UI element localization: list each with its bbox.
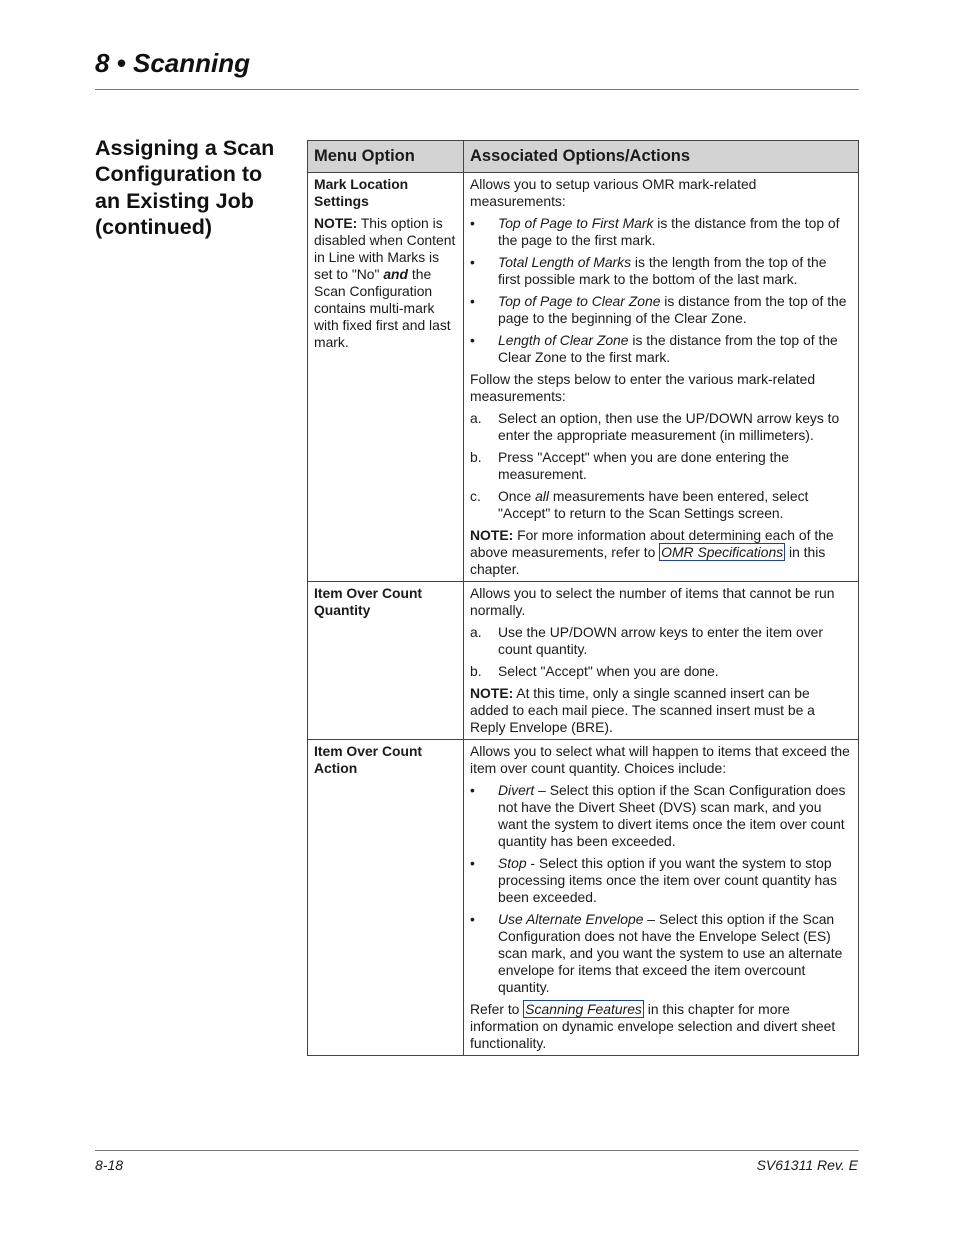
table-header-row <box>308 141 859 173</box>
note-text: in this chapter. <box>470 544 826 577</box>
bullet-term: Use Alternate Envelope <box>498 911 644 927</box>
note-text: This option is disabled when Content in Line with Marks is set to "No" <box>314 215 456 282</box>
bullet-icon: • <box>470 332 475 348</box>
bullet-text: - Select this option if you want the system to stop processing items once the item over count quantity has been exceeded. <box>498 855 837 905</box>
steps-intro: Follow the steps below to enter the various mark-related measurements: <box>470 371 816 404</box>
step-label: b. <box>470 449 482 465</box>
col-header-menu-option: Menu Option <box>308 141 464 173</box>
list-item <box>470 332 852 366</box>
table-row <box>308 173 859 582</box>
note-text: At this time, only a single scanned insert can be added to each mail piece. The scanned insert must be a Reply Envelope (BRE). <box>470 685 815 735</box>
step-label: b. <box>470 663 482 679</box>
bullet-term: Top of Page to First Mark <box>498 215 654 231</box>
actions-cell <box>464 740 859 1056</box>
bullet-icon: • <box>470 215 475 231</box>
list-item <box>470 293 852 327</box>
bullet-text: is the length from the top of the first possible mark to the bottom of the last mark. <box>498 254 827 287</box>
table-row <box>308 740 859 1056</box>
note-emphasis: and <box>383 266 409 282</box>
note-label: NOTE: <box>470 527 514 543</box>
note-text: For more information about determining each of the above measurements, refer to <box>470 527 834 560</box>
step-text: Select an option, then use the UP/DOWN arrow keys to enter the appropriate measurement (in millimeters). <box>498 410 840 443</box>
intro-text: Allows you to select the number of items that cannot be run normally. <box>470 585 835 618</box>
list-item <box>470 254 852 288</box>
option-name: Item Over Count Action <box>314 743 423 776</box>
list-item <box>470 782 852 850</box>
refer-suffix: in this chapter for more information on dynamic envelope selection and divert sheet functionality. <box>470 1001 836 1051</box>
option-name: Item Over Count Quantity <box>314 585 423 618</box>
bullet-icon: • <box>470 911 475 927</box>
bullet-text: is the distance from the top of the page to the first mark. <box>498 215 840 248</box>
step-item <box>470 663 852 680</box>
bullet-icon: • <box>470 293 475 309</box>
table-row <box>308 582 859 740</box>
scanning-features-link[interactable]: Scanning Features <box>525 1001 642 1017</box>
option-note <box>314 215 457 351</box>
col-header-associated-options: Associated Options/Actions <box>464 141 859 173</box>
list-item <box>470 855 852 906</box>
refer-text <box>470 1001 852 1052</box>
omr-specifications-link[interactable]: OMR Specifications <box>661 544 784 560</box>
bullet-text: is distance from the top of the page to the beginning of the Clear Zone. <box>498 293 847 326</box>
intro-text: Allows you to setup various OMR mark-related measurements: <box>470 176 757 209</box>
bullet-icon: • <box>470 855 475 871</box>
header-divider <box>95 89 859 90</box>
option-note <box>470 685 852 736</box>
step-text: measurements have been entered, select "Accept" to return to the Scan Settings screen. <box>498 488 809 521</box>
bullet-term: Stop <box>498 855 527 871</box>
bullet-term: Length of Clear Zone <box>498 332 629 348</box>
step-item <box>470 488 852 522</box>
actions-cell <box>464 582 859 740</box>
step-label: a. <box>470 410 482 426</box>
section-title: Assigning a Scan Configuration to an Existing Job (continued) <box>95 136 275 239</box>
step-text: Once <box>498 488 536 504</box>
chapter-header: 8 • Scanning <box>95 48 251 78</box>
option-note <box>470 527 852 578</box>
list-item <box>470 215 852 249</box>
refer-prefix: Refer to <box>470 1001 524 1017</box>
bullet-term: Top of Page to Clear Zone <box>498 293 661 309</box>
note-text: the Scan Configuration contains multi-mark with fixed first and last mark. <box>314 266 451 350</box>
bullet-text: – Select this option if the Scan Configuration does not have the Envelope Select (ES) scan mark, and you want the system to use an alternate envelope for items that exceed the item overcount quantity. <box>498 911 843 995</box>
menu-option-cell <box>308 173 464 582</box>
bullet-term: Divert <box>498 782 535 798</box>
page-number: 8-18 <box>95 1157 124 1173</box>
step-item <box>470 449 852 483</box>
step-emphasis: all <box>535 488 549 504</box>
step-text: Select "Accept" when you are done. <box>498 663 719 679</box>
step-label: c. <box>470 488 481 504</box>
list-item <box>470 911 852 996</box>
document-revision: SV61311 Rev. E <box>756 1157 858 1173</box>
bullet-icon: • <box>470 254 475 270</box>
note-label: NOTE: <box>470 685 514 701</box>
menu-options-table <box>307 140 859 1056</box>
bullet-text: – Select this option if the Scan Configuration does not have the Divert Sheet (DVS) scan mark, and you want the system to divert items once the item over count quantity has been exceeded. <box>498 782 846 849</box>
step-text: Press "Accept" when you are done entering the measurement. <box>498 449 789 482</box>
bullet-term: Total Length of Marks <box>498 254 632 270</box>
step-label: a. <box>470 624 482 640</box>
option-name: Mark Location Settings <box>314 176 409 209</box>
bullet-text: is the distance from the top of the Clear Zone to the first mark. <box>498 332 838 365</box>
bullet-icon: • <box>470 782 475 798</box>
note-label: NOTE: <box>314 215 358 231</box>
actions-cell <box>464 173 859 582</box>
step-item <box>470 624 852 658</box>
footer-divider <box>95 1150 859 1151</box>
menu-option-cell <box>308 582 464 740</box>
step-text: Use the UP/DOWN arrow keys to enter the item over count quantity. <box>498 624 823 657</box>
step-item <box>470 410 852 444</box>
intro-text: Allows you to select what will happen to items that exceed the item over count quantity. Choices include: <box>470 743 850 776</box>
menu-option-cell <box>308 740 464 1056</box>
